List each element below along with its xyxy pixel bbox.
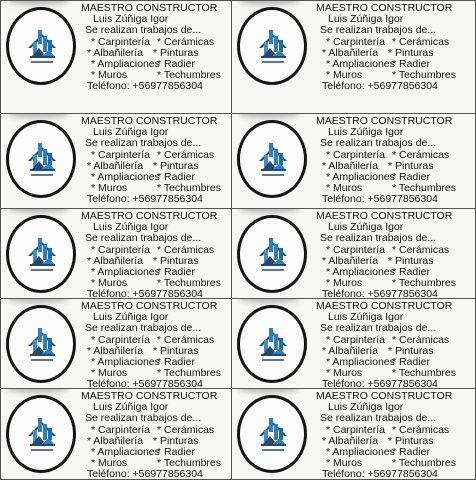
service-item: * Carpintería bbox=[91, 423, 150, 436]
service-item: * Radier bbox=[157, 171, 195, 184]
service-item: * Techumbres bbox=[392, 277, 457, 290]
service-item: * Carpintería bbox=[91, 35, 150, 48]
card-name: Luis Zúñiga Igor bbox=[93, 221, 169, 234]
card-phone: Teléfono: +56977856304 bbox=[322, 378, 438, 389]
scan-shadow bbox=[238, 299, 300, 303]
card-text bbox=[81, 116, 229, 206]
card-intro: Se realizan trabajos de... bbox=[320, 137, 437, 150]
card-phone: Teléfono: +56977856304 bbox=[322, 193, 438, 206]
service-item: * Radier bbox=[392, 58, 430, 71]
scan-shadow bbox=[238, 209, 300, 213]
service-item: * Muros bbox=[91, 457, 128, 470]
card-phone: Teléfono: +56977856304 bbox=[87, 193, 203, 206]
service-item: * Techumbres bbox=[157, 457, 222, 470]
service-item: * Radier bbox=[157, 58, 195, 71]
service-item: * Pinturas bbox=[153, 46, 199, 59]
card-title: MAESTRO CONSTRUCTOR bbox=[81, 2, 218, 14]
card-intro: Se realizan trabajos de... bbox=[320, 322, 437, 335]
service-item: * Albañilería bbox=[87, 159, 144, 172]
card-text bbox=[81, 3, 229, 93]
business-card bbox=[0, 389, 232, 480]
card-title: MAESTRO CONSTRUCTOR bbox=[81, 115, 218, 127]
card-intro: Se realizan trabajos de... bbox=[85, 412, 202, 425]
service-item: * Carpintería bbox=[326, 35, 385, 48]
business-card bbox=[232, 0, 476, 114]
card-text bbox=[316, 211, 473, 299]
service-item: * Techumbres bbox=[392, 69, 457, 82]
service-item: * Carpintería bbox=[91, 148, 150, 161]
service-item: * Ampliaciones bbox=[91, 446, 160, 459]
service-item: * Albañilería bbox=[87, 254, 144, 267]
card-name: Luis Zúñiga Igor bbox=[93, 126, 169, 139]
card-phone: Teléfono: +56977856304 bbox=[87, 80, 203, 93]
service-item: * Ampliaciones bbox=[91, 266, 160, 279]
house-construction-icon bbox=[254, 139, 292, 179]
service-item: * Radier bbox=[392, 266, 430, 279]
logo-badge bbox=[6, 7, 76, 85]
card-phone: Teléfono: +56977856304 bbox=[87, 468, 203, 480]
service-item: * Ampliaciones bbox=[91, 58, 160, 71]
house-construction-icon bbox=[254, 324, 292, 364]
card-name: Luis Zúñiga Igor bbox=[328, 126, 404, 139]
business-card bbox=[0, 0, 232, 114]
logo-badge bbox=[237, 305, 307, 383]
service-item: * Ampliaciones bbox=[91, 171, 160, 184]
service-item: * Ampliaciones bbox=[326, 266, 395, 279]
business-card bbox=[0, 114, 232, 209]
card-text bbox=[81, 211, 229, 299]
business-card bbox=[0, 299, 232, 389]
logo-badge bbox=[6, 395, 76, 473]
service-item: * Pinturas bbox=[153, 434, 199, 447]
service-item: * Techumbres bbox=[392, 367, 457, 380]
house-construction-icon bbox=[254, 234, 292, 274]
service-item: * Pinturas bbox=[388, 46, 434, 59]
service-item: * Pinturas bbox=[153, 254, 199, 267]
service-item: * Techumbres bbox=[392, 182, 457, 195]
service-item: * Cerámicas bbox=[157, 35, 215, 48]
card-name: Luis Zúñiga Igor bbox=[328, 401, 404, 414]
service-item: * Albañilería bbox=[87, 344, 144, 357]
service-item: * Radier bbox=[392, 356, 430, 369]
service-item: * Albañilería bbox=[322, 159, 379, 172]
service-item: * Pinturas bbox=[388, 159, 434, 172]
service-item: * Pinturas bbox=[153, 159, 199, 172]
service-item: * Cerámicas bbox=[392, 35, 450, 48]
logo-badge bbox=[237, 395, 307, 473]
card-intro: Se realizan trabajos de... bbox=[85, 232, 202, 245]
logo-badge bbox=[237, 120, 307, 198]
business-card bbox=[232, 389, 476, 480]
card-title: MAESTRO CONSTRUCTOR bbox=[316, 210, 453, 222]
card-phone: Teléfono: +56977856304 bbox=[87, 378, 203, 389]
card-phone: Teléfono: +56977856304 bbox=[322, 288, 438, 299]
service-item: * Cerámicas bbox=[157, 333, 215, 346]
card-name: Luis Zúñiga Igor bbox=[328, 13, 404, 26]
card-text bbox=[316, 116, 473, 206]
service-item: * Muros bbox=[326, 457, 363, 470]
service-item: * Techumbres bbox=[157, 182, 222, 195]
service-item: * Techumbres bbox=[157, 277, 222, 290]
service-item: * Muros bbox=[326, 69, 363, 82]
card-intro: Se realizan trabajos de... bbox=[85, 24, 202, 37]
service-item: * Carpintería bbox=[326, 333, 385, 346]
scan-shadow bbox=[238, 389, 300, 393]
scan-shadow bbox=[7, 389, 69, 393]
card-title: MAESTRO CONSTRUCTOR bbox=[81, 210, 218, 222]
service-item: * Cerámicas bbox=[392, 148, 450, 161]
service-item: * Muros bbox=[326, 277, 363, 290]
service-item: * Techumbres bbox=[157, 367, 222, 380]
card-title: MAESTRO CONSTRUCTOR bbox=[316, 2, 453, 14]
service-item: * Albañilería bbox=[87, 46, 144, 59]
card-title: MAESTRO CONSTRUCTOR bbox=[316, 115, 453, 127]
service-item: * Ampliaciones bbox=[326, 446, 395, 459]
service-item: * Cerámicas bbox=[392, 243, 450, 256]
service-item: * Ampliaciones bbox=[326, 356, 395, 369]
card-name: Luis Zúñiga Igor bbox=[328, 221, 404, 234]
card-name: Luis Zúñiga Igor bbox=[93, 311, 169, 324]
card-name: Luis Zúñiga Igor bbox=[93, 13, 169, 26]
card-text bbox=[316, 391, 473, 480]
house-construction-icon bbox=[23, 26, 61, 66]
house-construction-icon bbox=[254, 26, 292, 66]
logo-badge bbox=[6, 120, 76, 198]
house-construction-icon bbox=[254, 414, 292, 454]
card-title: MAESTRO CONSTRUCTOR bbox=[316, 300, 453, 312]
card-title: MAESTRO CONSTRUCTOR bbox=[316, 390, 453, 402]
scan-shadow bbox=[7, 209, 69, 213]
service-item: * Radier bbox=[157, 266, 195, 279]
service-item: * Carpintería bbox=[91, 333, 150, 346]
card-title: MAESTRO CONSTRUCTOR bbox=[81, 300, 218, 312]
service-item: * Cerámicas bbox=[157, 243, 215, 256]
service-item: * Albañilería bbox=[322, 344, 379, 357]
card-text bbox=[316, 301, 473, 389]
service-item: * Cerámicas bbox=[392, 333, 450, 346]
scan-shadow bbox=[238, 0, 300, 5]
service-item: * Muros bbox=[91, 277, 128, 290]
card-intro: Se realizan trabajos de... bbox=[320, 24, 437, 37]
service-item: * Albañilería bbox=[322, 254, 379, 267]
scan-shadow bbox=[7, 114, 69, 118]
service-item: * Ampliaciones bbox=[326, 171, 395, 184]
business-card bbox=[232, 299, 476, 389]
service-item: * Ampliaciones bbox=[91, 356, 160, 369]
business-card bbox=[232, 114, 476, 209]
card-intro: Se realizan trabajos de... bbox=[320, 412, 437, 425]
service-item: * Pinturas bbox=[388, 434, 434, 447]
service-item: * Pinturas bbox=[388, 254, 434, 267]
card-phone: Teléfono: +56977856304 bbox=[322, 468, 438, 480]
service-item: * Pinturas bbox=[388, 344, 434, 357]
house-construction-icon bbox=[23, 324, 61, 364]
service-item: * Muros bbox=[91, 367, 128, 380]
service-item: * Cerámicas bbox=[157, 423, 215, 436]
card-name: Luis Zúñiga Igor bbox=[328, 311, 404, 324]
service-item: * Albañilería bbox=[87, 434, 144, 447]
service-item: * Muros bbox=[326, 182, 363, 195]
service-item: * Muros bbox=[91, 182, 128, 195]
card-title: MAESTRO CONSTRUCTOR bbox=[81, 390, 218, 402]
service-item: * Cerámicas bbox=[157, 148, 215, 161]
service-item: * Carpintería bbox=[326, 243, 385, 256]
house-construction-icon bbox=[23, 139, 61, 179]
card-intro: Se realizan trabajos de... bbox=[85, 322, 202, 335]
house-construction-icon bbox=[23, 414, 61, 454]
card-phone: Teléfono: +56977856304 bbox=[87, 288, 203, 299]
scan-shadow bbox=[238, 114, 300, 118]
service-item: * Muros bbox=[326, 367, 363, 380]
service-item: * Pinturas bbox=[153, 344, 199, 357]
service-item: * Carpintería bbox=[326, 148, 385, 161]
logo-badge bbox=[6, 215, 76, 293]
service-item: * Radier bbox=[157, 446, 195, 459]
card-text bbox=[316, 3, 473, 93]
business-card bbox=[0, 209, 232, 299]
card-phone: Teléfono: +56977856304 bbox=[322, 80, 438, 93]
house-construction-icon bbox=[23, 234, 61, 274]
card-name: Luis Zúñiga Igor bbox=[93, 401, 169, 414]
card-text bbox=[81, 301, 229, 389]
service-item: * Albañilería bbox=[322, 46, 379, 59]
card-intro: Se realizan trabajos de... bbox=[320, 232, 437, 245]
service-item: * Albañilería bbox=[322, 434, 379, 447]
service-item: * Ampliaciones bbox=[326, 58, 395, 71]
service-item: * Radier bbox=[392, 446, 430, 459]
service-item: * Cerámicas bbox=[392, 423, 450, 436]
service-item: * Radier bbox=[392, 171, 430, 184]
service-item: * Techumbres bbox=[392, 457, 457, 470]
scan-shadow bbox=[7, 299, 69, 303]
card-intro: Se realizan trabajos de... bbox=[85, 137, 202, 150]
scan-shadow bbox=[7, 0, 69, 5]
logo-badge bbox=[237, 7, 307, 85]
card-text bbox=[81, 391, 229, 480]
service-item: * Techumbres bbox=[157, 69, 222, 82]
service-item: * Carpintería bbox=[326, 423, 385, 436]
service-item: * Carpintería bbox=[91, 243, 150, 256]
business-card bbox=[232, 209, 476, 299]
service-item: * Radier bbox=[157, 356, 195, 369]
logo-badge bbox=[6, 305, 76, 383]
logo-badge bbox=[237, 215, 307, 293]
service-item: * Muros bbox=[91, 69, 128, 82]
